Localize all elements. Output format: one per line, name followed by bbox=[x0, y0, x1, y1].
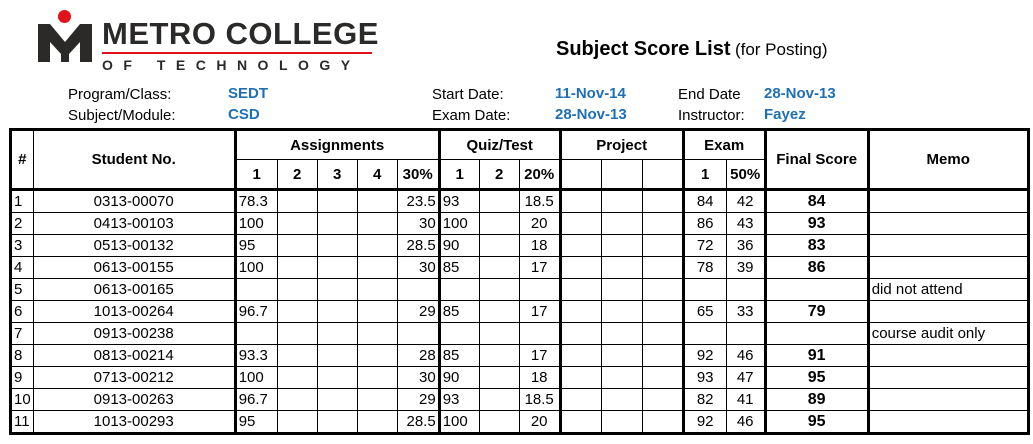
cell-n: 3 bbox=[11, 235, 34, 257]
cell-project bbox=[642, 389, 683, 411]
cell-a4 bbox=[357, 257, 397, 279]
logo-rule bbox=[102, 52, 372, 54]
cell-a4 bbox=[357, 301, 397, 323]
cell-id: 0413-00103 bbox=[33, 213, 235, 235]
cell-n: 1 bbox=[11, 190, 34, 213]
cell-id: 0313-00070 bbox=[33, 190, 235, 213]
cell-memo bbox=[868, 367, 1028, 389]
cell-q2 bbox=[479, 190, 519, 213]
cell-a3 bbox=[317, 389, 357, 411]
table-row bbox=[11, 279, 1029, 301]
col-a1: 1 bbox=[235, 160, 277, 190]
cell-memo: did not attend bbox=[868, 279, 1028, 301]
cell-qp: 18.5 bbox=[519, 389, 560, 411]
cell-n: 8 bbox=[11, 345, 34, 367]
cell-n: 6 bbox=[11, 301, 34, 323]
cell-a1: 96.7 bbox=[235, 301, 277, 323]
cell-project bbox=[601, 257, 642, 279]
cell-n: 2 bbox=[11, 213, 34, 235]
col-p2 bbox=[601, 160, 642, 190]
table-row bbox=[11, 301, 1029, 323]
cell-a4 bbox=[357, 411, 397, 434]
subject-label: Subject/Module: bbox=[68, 107, 176, 124]
cell-id: 0813-00214 bbox=[33, 345, 235, 367]
cell-ep: 33 bbox=[726, 301, 765, 323]
cell-id: 0513-00132 bbox=[33, 235, 235, 257]
col-p1 bbox=[560, 160, 601, 190]
cell-fs: 83 bbox=[765, 235, 868, 257]
cell-memo bbox=[868, 301, 1028, 323]
cell-ap bbox=[397, 323, 439, 345]
col-project: Project bbox=[560, 130, 683, 160]
cell-project bbox=[642, 411, 683, 434]
cell-ap: 30 bbox=[397, 257, 439, 279]
cell-a1: 95 bbox=[235, 411, 277, 434]
cell-q1 bbox=[439, 279, 479, 301]
cell-a4 bbox=[357, 323, 397, 345]
cell-fs: 95 bbox=[765, 411, 868, 434]
cell-ep: 41 bbox=[726, 389, 765, 411]
page-title bbox=[556, 38, 828, 61]
cell-a2 bbox=[277, 367, 317, 389]
cell-project bbox=[560, 345, 601, 367]
cell-id: 0913-00263 bbox=[33, 389, 235, 411]
col-final-score: Final Score bbox=[765, 130, 868, 190]
cell-e1: 65 bbox=[683, 301, 726, 323]
table-row bbox=[11, 345, 1029, 367]
cell-a1 bbox=[235, 323, 277, 345]
cell-q2 bbox=[479, 257, 519, 279]
program-value: SEDT bbox=[228, 85, 269, 102]
cell-n: 7 bbox=[11, 323, 34, 345]
exam-date-label: Exam Date: bbox=[432, 107, 511, 124]
cell-a3 bbox=[317, 411, 357, 434]
table-row bbox=[11, 235, 1029, 257]
start-date-label: Start Date: bbox=[432, 86, 504, 103]
cell-ep: 46 bbox=[726, 411, 765, 434]
table-row bbox=[11, 190, 1029, 213]
cell-e1: 84 bbox=[683, 190, 726, 213]
col-e-pct: 50% bbox=[726, 160, 765, 190]
cell-fs: 89 bbox=[765, 389, 868, 411]
cell-a2 bbox=[277, 213, 317, 235]
cell-a3 bbox=[317, 190, 357, 213]
cell-e1: 82 bbox=[683, 389, 726, 411]
col-a4: 4 bbox=[357, 160, 397, 190]
cell-qp bbox=[519, 279, 560, 301]
cell-a4 bbox=[357, 213, 397, 235]
table-row bbox=[11, 411, 1029, 434]
cell-memo bbox=[868, 345, 1028, 367]
cell-e1: 72 bbox=[683, 235, 726, 257]
cell-q2 bbox=[479, 235, 519, 257]
cell-a3 bbox=[317, 213, 357, 235]
cell-memo bbox=[868, 235, 1028, 257]
cell-id: 1013-00293 bbox=[33, 411, 235, 434]
cell-qp: 17 bbox=[519, 301, 560, 323]
cell-qp: 17 bbox=[519, 345, 560, 367]
end-date-label: End Date bbox=[678, 86, 741, 103]
cell-a2 bbox=[277, 257, 317, 279]
cell-a3 bbox=[317, 367, 357, 389]
cell-project bbox=[601, 389, 642, 411]
table-row bbox=[11, 367, 1029, 389]
col-student-no: Student No. bbox=[33, 130, 235, 190]
cell-fs: 91 bbox=[765, 345, 868, 367]
cell-n: 10 bbox=[11, 389, 34, 411]
cell-q1: 85 bbox=[439, 301, 479, 323]
cell-a2 bbox=[277, 389, 317, 411]
cell-ap: 28 bbox=[397, 345, 439, 367]
cell-ep: 46 bbox=[726, 345, 765, 367]
cell-fs: 95 bbox=[765, 367, 868, 389]
cell-ep bbox=[726, 279, 765, 301]
col-quiz-test: Quiz/Test bbox=[439, 130, 560, 160]
instructor-value: Fayez bbox=[764, 106, 806, 123]
cell-ep: 43 bbox=[726, 213, 765, 235]
cell-e1 bbox=[683, 279, 726, 301]
cell-memo bbox=[868, 213, 1028, 235]
cell-id: 0613-00165 bbox=[33, 279, 235, 301]
cell-id: 0913-00238 bbox=[33, 323, 235, 345]
cell-project bbox=[642, 301, 683, 323]
cell-a3 bbox=[317, 257, 357, 279]
cell-n: 9 bbox=[11, 367, 34, 389]
cell-qp: 20 bbox=[519, 411, 560, 434]
cell-id: 1013-00264 bbox=[33, 301, 235, 323]
cell-id: 0613-00155 bbox=[33, 257, 235, 279]
cell-project bbox=[601, 235, 642, 257]
col-q2: 2 bbox=[479, 160, 519, 190]
col-a2: 2 bbox=[277, 160, 317, 190]
col-e1: 1 bbox=[683, 160, 726, 190]
cell-project bbox=[601, 301, 642, 323]
cell-e1: 93 bbox=[683, 367, 726, 389]
cell-fs: 79 bbox=[765, 301, 868, 323]
cell-ap: 29 bbox=[397, 389, 439, 411]
cell-ap: 23.5 bbox=[397, 190, 439, 213]
cell-fs: 84 bbox=[765, 190, 868, 213]
cell-project bbox=[642, 257, 683, 279]
cell-project bbox=[642, 323, 683, 345]
cell-a3 bbox=[317, 345, 357, 367]
cell-e1 bbox=[683, 323, 726, 345]
cell-project bbox=[601, 323, 642, 345]
logo-name: METRO COLLEGE bbox=[102, 16, 379, 51]
cell-qp: 18 bbox=[519, 367, 560, 389]
cell-a4 bbox=[357, 190, 397, 213]
cell-qp: 18 bbox=[519, 235, 560, 257]
cell-e1: 78 bbox=[683, 257, 726, 279]
cell-q2 bbox=[479, 213, 519, 235]
cell-q2 bbox=[479, 367, 519, 389]
cell-n: 4 bbox=[11, 257, 34, 279]
cell-a3 bbox=[317, 279, 357, 301]
cell-project bbox=[560, 301, 601, 323]
cell-a4 bbox=[357, 345, 397, 367]
table-row bbox=[11, 323, 1029, 345]
title-sub: (for Posting) bbox=[734, 40, 828, 59]
cell-fs bbox=[765, 279, 868, 301]
cell-project bbox=[642, 345, 683, 367]
cell-ep: 47 bbox=[726, 367, 765, 389]
cell-project bbox=[560, 411, 601, 434]
title-main: Subject Score List bbox=[556, 38, 731, 60]
cell-project bbox=[601, 279, 642, 301]
cell-e1: 92 bbox=[683, 411, 726, 434]
cell-q1: 100 bbox=[439, 411, 479, 434]
end-date-value: 28-Nov-13 bbox=[764, 85, 836, 102]
col-a3: 3 bbox=[317, 160, 357, 190]
cell-a3 bbox=[317, 235, 357, 257]
logo-subtitle: OF TECHNOLOGY bbox=[102, 57, 361, 73]
cell-project bbox=[601, 345, 642, 367]
cell-a4 bbox=[357, 389, 397, 411]
cell-memo bbox=[868, 389, 1028, 411]
start-date-value: 11-Nov-14 bbox=[555, 85, 626, 102]
cell-project bbox=[642, 367, 683, 389]
cell-a3 bbox=[317, 301, 357, 323]
cell-ep bbox=[726, 323, 765, 345]
cell-ep: 42 bbox=[726, 190, 765, 213]
cell-a2 bbox=[277, 190, 317, 213]
cell-project bbox=[560, 257, 601, 279]
col-exam: Exam bbox=[683, 130, 765, 160]
cell-memo bbox=[868, 411, 1028, 434]
cell-a1: 78.3 bbox=[235, 190, 277, 213]
cell-q1: 85 bbox=[439, 257, 479, 279]
cell-a1: 100 bbox=[235, 213, 277, 235]
cell-a3 bbox=[317, 323, 357, 345]
cell-a2 bbox=[277, 323, 317, 345]
cell-e1: 92 bbox=[683, 345, 726, 367]
cell-a1: 95 bbox=[235, 235, 277, 257]
cell-ap: 30 bbox=[397, 367, 439, 389]
cell-q2 bbox=[479, 411, 519, 434]
cell-project bbox=[642, 190, 683, 213]
cell-project bbox=[601, 411, 642, 434]
cell-q1: 93 bbox=[439, 389, 479, 411]
cell-q1: 100 bbox=[439, 213, 479, 235]
score-table bbox=[9, 128, 1030, 435]
exam-date-value: 28-Nov-13 bbox=[555, 106, 627, 123]
cell-q2 bbox=[479, 389, 519, 411]
cell-q1: 90 bbox=[439, 367, 479, 389]
cell-fs: 86 bbox=[765, 257, 868, 279]
cell-q2 bbox=[479, 323, 519, 345]
col-assignments: Assignments bbox=[235, 130, 439, 160]
cell-project bbox=[560, 389, 601, 411]
cell-ap: 29 bbox=[397, 301, 439, 323]
cell-project bbox=[560, 190, 601, 213]
cell-ap: 30 bbox=[397, 213, 439, 235]
cell-q1: 93 bbox=[439, 190, 479, 213]
cell-a1 bbox=[235, 279, 277, 301]
cell-project bbox=[642, 235, 683, 257]
subject-value: CSD bbox=[228, 106, 260, 123]
college-logo bbox=[36, 6, 379, 76]
cell-qp: 20 bbox=[519, 213, 560, 235]
cell-ep: 36 bbox=[726, 235, 765, 257]
cell-project bbox=[560, 323, 601, 345]
logo-red-dot bbox=[58, 10, 71, 23]
cell-a4 bbox=[357, 235, 397, 257]
cell-a2 bbox=[277, 279, 317, 301]
cell-project bbox=[601, 367, 642, 389]
cell-n: 11 bbox=[11, 411, 34, 434]
cell-a4 bbox=[357, 279, 397, 301]
cell-e1: 86 bbox=[683, 213, 726, 235]
cell-project bbox=[642, 213, 683, 235]
cell-id: 0713-00212 bbox=[33, 367, 235, 389]
cell-a1: 96.7 bbox=[235, 389, 277, 411]
program-label: Program/Class: bbox=[68, 86, 172, 103]
cell-qp bbox=[519, 323, 560, 345]
cell-ap: 28.5 bbox=[397, 235, 439, 257]
cell-project bbox=[560, 367, 601, 389]
cell-project bbox=[601, 213, 642, 235]
cell-a4 bbox=[357, 367, 397, 389]
cell-project bbox=[560, 279, 601, 301]
cell-q2 bbox=[479, 301, 519, 323]
table-row bbox=[11, 257, 1029, 279]
cell-a2 bbox=[277, 411, 317, 434]
col-p3 bbox=[642, 160, 683, 190]
cell-q2 bbox=[479, 345, 519, 367]
table-row bbox=[11, 213, 1029, 235]
cell-fs: 93 bbox=[765, 213, 868, 235]
cell-project bbox=[560, 235, 601, 257]
cell-ap bbox=[397, 279, 439, 301]
cell-qp: 18.5 bbox=[519, 190, 560, 213]
cell-memo: course audit only bbox=[868, 323, 1028, 345]
table-row bbox=[11, 389, 1029, 411]
instructor-label: Instructor: bbox=[678, 107, 745, 124]
col-a-pct: 30% bbox=[397, 160, 439, 190]
col-number: # bbox=[11, 130, 34, 190]
cell-qp: 17 bbox=[519, 257, 560, 279]
cell-q2 bbox=[479, 279, 519, 301]
cell-a1: 93.3 bbox=[235, 345, 277, 367]
col-memo: Memo bbox=[868, 130, 1028, 190]
cell-n: 5 bbox=[11, 279, 34, 301]
cell-a1: 100 bbox=[235, 257, 277, 279]
cell-project bbox=[601, 190, 642, 213]
col-q1: 1 bbox=[439, 160, 479, 190]
cell-a2 bbox=[277, 345, 317, 367]
cell-memo bbox=[868, 257, 1028, 279]
cell-ep: 39 bbox=[726, 257, 765, 279]
cell-q1: 90 bbox=[439, 235, 479, 257]
cell-ap: 28.5 bbox=[397, 411, 439, 434]
cell-q1 bbox=[439, 323, 479, 345]
cell-fs bbox=[765, 323, 868, 345]
cell-a2 bbox=[277, 301, 317, 323]
cell-q1: 85 bbox=[439, 345, 479, 367]
cell-memo bbox=[868, 190, 1028, 213]
cell-a2 bbox=[277, 235, 317, 257]
cell-project bbox=[642, 279, 683, 301]
cell-a1: 100 bbox=[235, 367, 277, 389]
cell-project bbox=[560, 213, 601, 235]
col-q-pct: 20% bbox=[519, 160, 560, 190]
